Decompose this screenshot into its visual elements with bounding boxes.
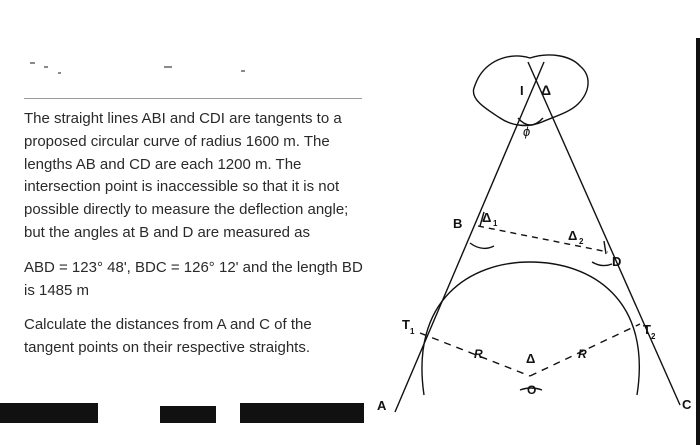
top-band (0, 0, 700, 38)
label-t2: T (643, 322, 651, 337)
separator-line (24, 98, 362, 99)
obstacle-outline (473, 55, 588, 126)
label-t1-sub: 1 (410, 327, 415, 336)
bottom-bar-left (0, 403, 98, 423)
label-delta1-sub: 1 (493, 219, 498, 228)
scan-speck (241, 70, 245, 72)
label-b: B (453, 216, 463, 231)
label-t2-sub: 2 (651, 332, 656, 341)
problem-paragraph-3: Calculate the distances from A and C of the tangent points on their respective straights. (24, 316, 312, 357)
angle-arc-phi (518, 118, 543, 125)
label-phi: ϕ (523, 124, 531, 139)
label-i: I (520, 83, 524, 98)
scan-speck (30, 62, 35, 64)
curve-diagram (365, 38, 696, 445)
label-delta2: Δ (568, 228, 578, 243)
right-edge-strip (696, 38, 700, 445)
label-delta-center: Δ (526, 351, 536, 366)
problem-statement (24, 108, 364, 360)
chord-bd (478, 226, 608, 252)
tangent-line-right (528, 62, 680, 405)
problem-paragraph-1: The straight lines ABI and CDI are tangents to a proposed circular curve of radius 1600 m. The lengths AB and CD are each 1200 m. The intersection point is inaccessible so that it is not possible directly to measure the deflection angle; but the angles at B and D are measured as (24, 110, 349, 241)
angle-arc-d (592, 262, 612, 266)
label-r-right: R (578, 347, 587, 361)
bottom-bar-right (240, 403, 364, 423)
label-delta-top: Δ (541, 82, 552, 98)
label-r-left: R (474, 347, 483, 361)
problem-paragraph-2: ABD = 123° 48', BDC = 126° 12' and the length BD is 1485 m (24, 258, 363, 299)
label-t1: T (402, 317, 410, 332)
label-d: D (612, 254, 622, 269)
label-a: A (377, 398, 387, 413)
delta2-tick (604, 241, 606, 254)
bottom-bar-mid (160, 406, 216, 423)
scan-speck (58, 72, 61, 74)
angle-arc-b (470, 243, 494, 248)
label-delta2-sub: 2 (579, 237, 584, 246)
label-c: C (682, 397, 692, 412)
scan-speck (44, 66, 48, 68)
label-o: O (527, 383, 537, 397)
tangent-line-left (395, 62, 544, 412)
label-delta1: Δ (482, 210, 492, 225)
scan-speck (164, 66, 172, 68)
